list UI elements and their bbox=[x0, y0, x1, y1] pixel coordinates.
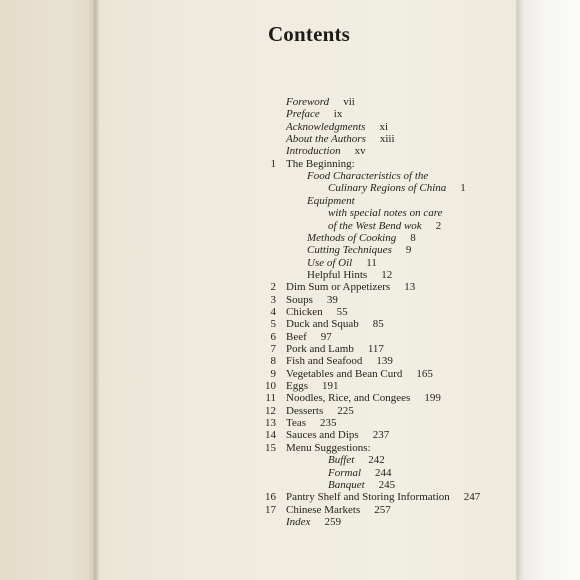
entry-page-number: 199 bbox=[424, 392, 441, 405]
entry-title: Menu Suggestions: bbox=[286, 441, 371, 454]
entry-page-number: 11 bbox=[366, 256, 377, 269]
toc-entry bbox=[286, 516, 341, 529]
chapter-number: 13 bbox=[265, 417, 276, 430]
entry-title: Banquet bbox=[328, 478, 365, 491]
toc-entry bbox=[286, 306, 348, 319]
toc-entry bbox=[286, 343, 384, 356]
entry-page-number: xiii bbox=[379, 133, 395, 146]
toc-entry bbox=[286, 318, 384, 331]
chapter-number: 7 bbox=[270, 343, 276, 355]
toc-entry bbox=[286, 368, 433, 381]
entry-page-number: 12 bbox=[381, 268, 393, 281]
toc-entry bbox=[286, 96, 355, 109]
chapter-number: 17 bbox=[265, 503, 276, 516]
entry-page-number: vii bbox=[343, 96, 355, 108]
toc-entry bbox=[286, 294, 338, 307]
entry-page-number: 242 bbox=[368, 454, 385, 467]
entry-page-number: 247 bbox=[463, 491, 481, 504]
entry-title: Formal bbox=[328, 466, 361, 479]
chapter-number: 3 bbox=[270, 293, 276, 306]
toc-entry bbox=[286, 442, 371, 455]
chapter-number: 5 bbox=[270, 318, 276, 331]
chapter-number: 12 bbox=[265, 404, 276, 417]
toc-entry bbox=[328, 467, 392, 480]
entry-page-number: 8 bbox=[410, 231, 416, 244]
toc-entry bbox=[328, 220, 441, 233]
toc-entry bbox=[286, 331, 332, 344]
chapter-number: 4 bbox=[270, 305, 276, 318]
toc-entry bbox=[286, 121, 388, 134]
toc-entry bbox=[286, 491, 480, 504]
entry-title: Dim Sum or Appetizers bbox=[286, 281, 391, 294]
chapter-number: 10 bbox=[265, 380, 276, 393]
entry-page-number: 225 bbox=[337, 404, 354, 417]
toc-entry bbox=[286, 405, 354, 418]
toc-entry bbox=[328, 454, 385, 467]
toc-entry bbox=[286, 429, 389, 442]
entry-page-number: 97 bbox=[320, 330, 332, 343]
entry-title: Fish and Seafood bbox=[286, 355, 363, 368]
entry-title: Buffet bbox=[328, 454, 355, 467]
chapter-number: 8 bbox=[270, 355, 276, 368]
toc-entry bbox=[286, 504, 391, 517]
entry-title: Pork and Lamb bbox=[286, 343, 354, 355]
toc-entry bbox=[307, 244, 411, 257]
chapter-number: 11 bbox=[265, 392, 276, 405]
page-title: Contents bbox=[267, 22, 351, 46]
toc-entry bbox=[328, 207, 442, 220]
entry-page-number: 245 bbox=[378, 478, 396, 491]
entry-page-number: 13 bbox=[404, 281, 416, 294]
entry-title: Foreword bbox=[286, 96, 330, 108]
chapter-number: 6 bbox=[270, 330, 276, 343]
entry-page-number: 2 bbox=[435, 219, 442, 232]
chapter-number: 14 bbox=[265, 429, 276, 442]
entry-page-number: 85 bbox=[372, 318, 384, 331]
entry-page-number: 165 bbox=[416, 367, 433, 380]
toc-entry bbox=[307, 269, 392, 282]
toc-entry bbox=[286, 392, 441, 405]
entry-title: Noodles, Rice, and Congees bbox=[286, 392, 411, 405]
entry-title: Beef bbox=[286, 330, 307, 343]
entry-title: Sauces and Dips bbox=[286, 429, 359, 442]
entry-page-number: ix bbox=[333, 108, 343, 121]
entry-page-number: 191 bbox=[322, 380, 339, 393]
chapter-number: 16 bbox=[265, 491, 276, 504]
toc-entry bbox=[307, 257, 377, 270]
entry-title: Chinese Markets bbox=[286, 503, 361, 516]
chapter-number: 2 bbox=[270, 281, 276, 294]
entry-title: Food Characteristics of the bbox=[307, 170, 429, 183]
entry-title: Culinary Regions of China bbox=[328, 182, 447, 195]
toc-entry bbox=[286, 417, 337, 430]
chapter-number: 1 bbox=[270, 157, 276, 170]
entry-title: Preface bbox=[286, 108, 320, 121]
entry-page-number: 1 bbox=[460, 182, 466, 195]
entry-title: Chicken bbox=[286, 305, 323, 318]
toc-entry bbox=[286, 145, 366, 158]
entry-page-number: 244 bbox=[375, 466, 392, 479]
entry-title: Helpful Hints bbox=[307, 268, 368, 281]
entry-title: Soups bbox=[286, 293, 313, 306]
entry-page-number: xi bbox=[379, 120, 388, 133]
entry-title: Index bbox=[286, 515, 311, 528]
entry-title: with special notes on care bbox=[328, 207, 443, 220]
entry-page-number: 39 bbox=[326, 293, 338, 306]
toc-entry bbox=[307, 170, 428, 183]
entry-page-number: 117 bbox=[367, 343, 384, 355]
entry-page-number: 257 bbox=[374, 503, 391, 516]
toc-entry bbox=[307, 195, 355, 208]
toc-entry bbox=[328, 182, 466, 195]
entry-page-number: 55 bbox=[336, 305, 348, 318]
entry-title: Vegetables and Bean Curd bbox=[286, 367, 403, 380]
entry-title: Teas bbox=[286, 417, 306, 430]
toc-entry bbox=[286, 281, 415, 294]
chapter-number: 15 bbox=[265, 441, 276, 454]
chapter-number: 9 bbox=[270, 367, 276, 380]
entry-title: Desserts bbox=[286, 404, 324, 417]
toc-entry bbox=[286, 355, 393, 368]
entry-page-number: 139 bbox=[376, 355, 393, 368]
entry-title: Duck and Squab bbox=[286, 318, 359, 331]
entry-title: The Beginning: bbox=[286, 157, 355, 170]
toc-entry bbox=[286, 108, 342, 121]
entry-title: About the Authors bbox=[286, 133, 366, 146]
toc-entry bbox=[286, 380, 339, 393]
entry-page-number: 9 bbox=[405, 244, 412, 257]
toc-entry bbox=[286, 133, 395, 146]
entry-title: Use of Oil bbox=[307, 256, 353, 269]
entry-page-number: 235 bbox=[320, 417, 337, 430]
entry-title: Cutting Techniques bbox=[307, 244, 392, 257]
entry-page-number: xv bbox=[354, 145, 366, 158]
toc-entry bbox=[286, 158, 355, 171]
entry-page-number: 259 bbox=[324, 515, 341, 528]
entry-title: Equipment bbox=[307, 194, 355, 207]
toc-entry bbox=[307, 232, 416, 245]
entry-title: Introduction bbox=[286, 145, 341, 158]
entry-page-number: 237 bbox=[372, 429, 390, 442]
entry-title: Acknowledgments bbox=[286, 120, 366, 133]
toc-entry bbox=[328, 479, 395, 492]
entry-title: Eggs bbox=[286, 380, 308, 393]
entry-title: Pantry Shelf and Storing Information bbox=[286, 491, 450, 504]
entry-title: of the West Bend wok bbox=[328, 219, 422, 232]
entry-title: Methods of Cooking bbox=[307, 231, 397, 244]
